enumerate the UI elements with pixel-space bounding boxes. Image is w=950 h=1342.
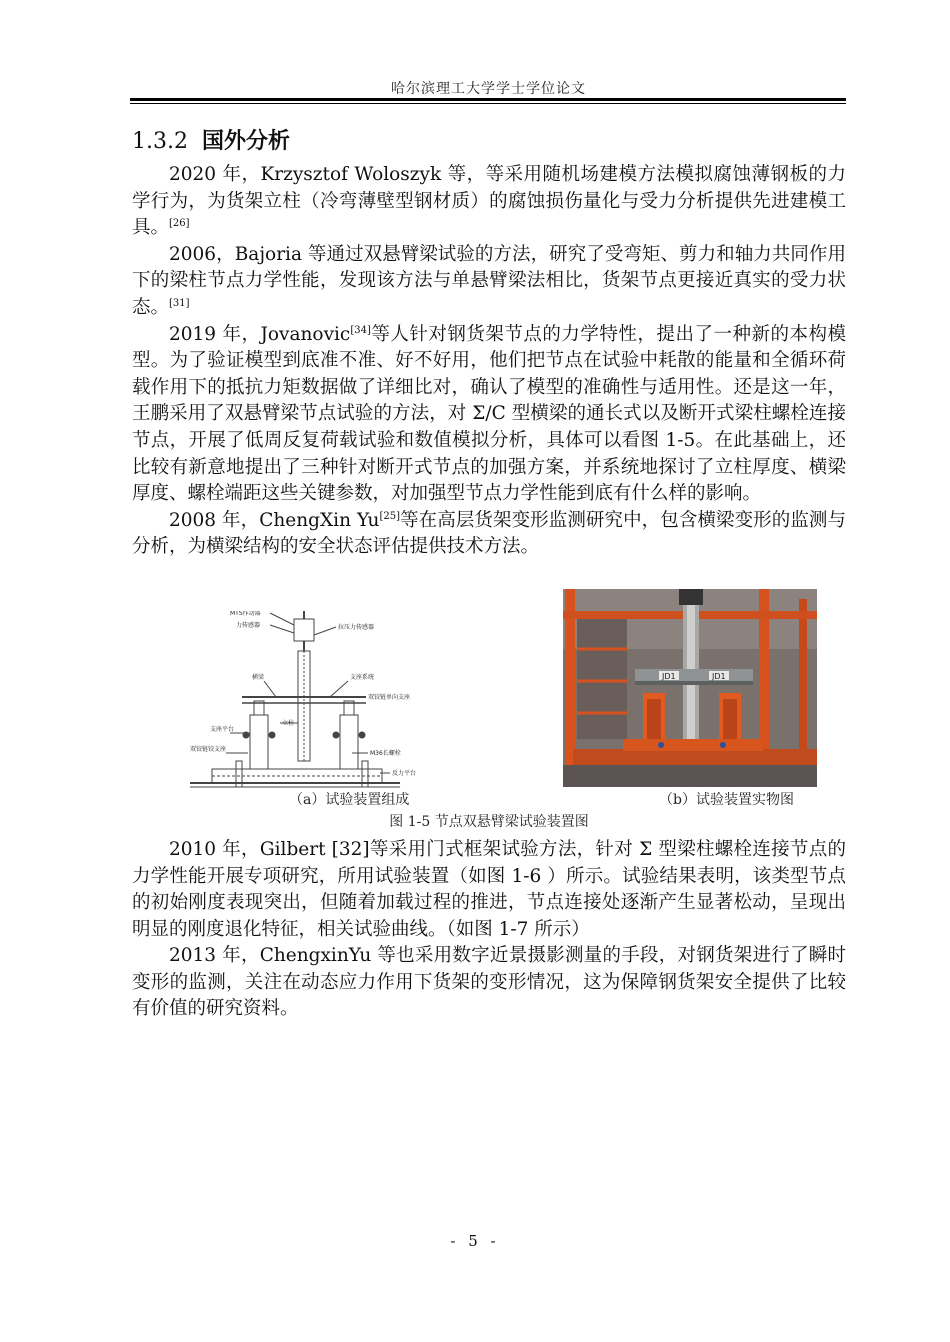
paragraph: 2008 年，ChengXin Yu[25]等在高层货架变形监测研究中，包含横梁变形的监测与分析，为横梁结构的安全状态评估提供技术方法。 — [132, 509, 846, 558]
figure-1-5 — [132, 589, 846, 861]
label-beam: 横梁 — [252, 673, 265, 681]
paragraph: 2013 年，ChengxinYu 等也采用数字近景摄影测量的手段，对钢货架进行了瞬时变形的监测，关注在动态应力作用下货架的变形情况，这为保障钢货架安全提供了比较有价值的研究资料。 — [132, 945, 846, 1020]
paragraph: 2019 年，Jovanovic[34]等人针对钢货架节点的力学特性，提出了一种新的本构模型。为了验证模型到底准不准、好不好用，他们把节点在试验中耗散的能量和全循环荷载作用下的抵抗力矩数据做了详细比对，确认了模型的准确性与适用性。还是这一年，王鹏采用了双悬臂梁节点试验的方法，对 Σ/C 型横梁的通长式以及断开式梁柱螺栓连接节点，开展了低周反复荷载试验和数值模拟分析，具体可以看图 1-5。在此基础上，还比较有新意地提出了三种针对断开式节点的加强方案，并系统地探讨了立柱厚度、横梁厚度、螺栓端距这些关键参数，对加强型节点力学性能到底有什么样的影响。 — [132, 323, 846, 505]
header-rule-thick — [130, 98, 846, 101]
citation: [34] — [350, 324, 371, 336]
page-number: - 5 - — [450, 1232, 500, 1250]
section-number: 1.3.2 — [132, 129, 188, 154]
label-support: 支座平台 — [210, 725, 235, 733]
paragraph: 2020 年，Krzysztof Woloszyk 等，等采用随机场建模方法模拟腐蚀薄钢板的力学行为，为货架立柱（冷弯薄壁型钢材质）的腐蚀损伤量化与受力分析提供先进建模工具。[26] — [132, 164, 846, 239]
label-sensor: 力传感器 — [236, 621, 261, 629]
running-header: 哈尔滨理工大学学士学位论文 — [391, 81, 586, 97]
label-tension: 拉压力传感器 — [338, 623, 375, 631]
section-heading — [132, 126, 846, 158]
citation: [25] — [379, 510, 401, 522]
label-jd-left: JD1 — [662, 671, 676, 681]
label-mts: MTS作动器 — [230, 610, 261, 617]
label-hinge2: 双铰链铰支座 — [190, 745, 227, 753]
paragraph: 2006，Bajoria 等通过双悬臂梁试验的方法，研究了受弯矩、剪力和轴力共同作用下的梁柱节点力学性能，发现该方法与单悬臂梁法相比，货架节点更接近真实的受力状态。[31] — [132, 243, 846, 318]
label-bolt: M36长螺栓 — [370, 749, 401, 757]
label-reaction: 支座系统 — [350, 673, 375, 681]
paragraph: 2010 年，Gilbert [32]等采用门式框架试验方法，针对 Σ 型梁柱螺栓连接节点的力学性能开展专项研究，所用试验装置（如图 1-6 ）所示。试验结果表明，该类型节点的初始刚度表现突出，但随着加载过程的推进，节点连接处逐渐产生显著松动，呈现出明显的刚度退化特征，相关试验曲线。（如图 1-7 所示） — [132, 838, 846, 940]
caption-b: （b）试验装置实物图 — [659, 791, 794, 808]
test-setup-photo — [563, 589, 817, 787]
header-rule-thin — [130, 103, 846, 104]
label-hinge: 双铰链单向支座 — [368, 693, 411, 701]
label-floor: 反力平台 — [392, 769, 417, 777]
citation: [31] — [169, 297, 190, 309]
citation: [26] — [169, 218, 190, 230]
section-title: 国外分析 — [201, 129, 290, 154]
label-jd-right: JD1 — [712, 671, 726, 681]
page-body — [132, 126, 846, 1023]
caption-a: （a）试验装置组成 — [289, 791, 410, 808]
label-column: 立柱 — [282, 719, 295, 727]
figure-caption: 图 1-5 节点双悬臂梁试验装置图 — [389, 813, 589, 830]
test-setup-schematic — [190, 611, 446, 811]
